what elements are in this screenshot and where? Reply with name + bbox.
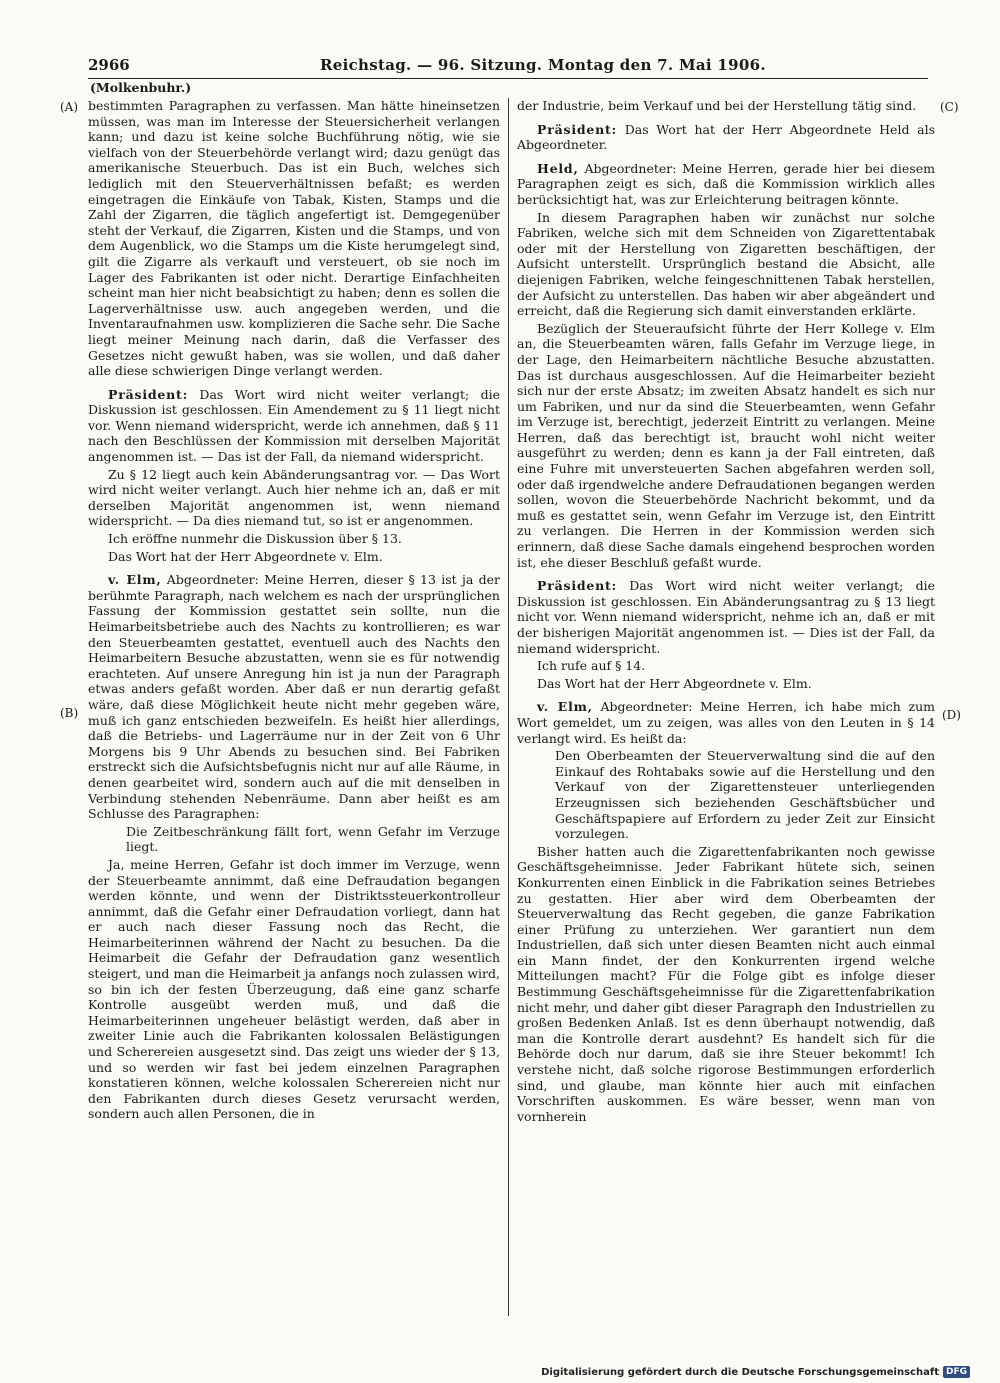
- paragraph: [88, 467, 500, 529]
- speech-paragraph: [517, 161, 935, 208]
- paragraph-text: Das Wort hat der Herr Abgeordnete v. Elm.: [108, 548, 383, 564]
- speech-paragraph: [517, 699, 935, 746]
- paragraph: [517, 676, 935, 692]
- paragraph: [88, 531, 500, 547]
- block-quote: [555, 748, 935, 842]
- speech-paragraph: [88, 572, 500, 822]
- page-number: 2966: [88, 56, 130, 74]
- paragraph-text: Das Wort wird nicht weiter verlangt; die Diskussion ist geschlossen. Ein Amendement zu § 11 liegt nicht vor. Wenn niemand widerspricht, werde ich annehmen, daß § 11 nach den Beschlüssen der Kommission mit derselben Majorität angenommen ist. — Das ist der Fall, da niemand widerspricht.: [88, 386, 500, 465]
- column-divider: [508, 98, 509, 1316]
- paragraph: [517, 210, 935, 319]
- speaker-name: Präsident:: [108, 386, 189, 402]
- speech-paragraph: [88, 387, 500, 465]
- paragraph-text: Zu § 12 liegt auch kein Abänderungsantrag vor. — Das Wort wird nicht weiter verlangt. Auch hier nehme ich an, daß er mit derselben Majorität angenommen ist, wenn niemand widerspricht. — Da dies niemand tut, so ist er angenommen.: [88, 466, 500, 529]
- dfg-logo: DFG: [943, 1366, 970, 1378]
- speech-paragraph: [517, 122, 935, 153]
- block-quote: [126, 824, 500, 855]
- paragraph-text: Abgeordneter: Meine Herren, gerade hier bei diesem Paragraphen zeigt es sich, daß die Kommission wirklich alles berücksichtigt hat, was zur Erleichterung beitragen könnte.: [517, 160, 935, 207]
- paragraph-text: Ja, meine Herren, Gefahr ist doch immer im Verzuge, wenn der Steuerbeamte annimmt, daß eine Defraudation begangen werden könnte, und wenn der Distriktssteuerkontrolleur annimmt, daß die Gefahr einer Defraudation vorliegt, dann hat er auch nach dieser Fassung noch das Recht, die Heimarbeiterinnen während der Nacht zu besuchen. Da die Heimarbeit die Gefahr der Defraudation ganz wesentlich steigert, und man die Heimarbeit ja anfangs noch zulassen wird, so bin ich der festen Überzeugung, daß eine ganz scharfe Kontrolle ausgeübt werden muß, und daß die Heimarbeiterinnen ungeheuer belästigt werden, daß aber in zweiter Linie auch die Fabrikanten kolossalen Belästigungen und Scherereien ausgesetzt sind. Das zeigt uns wieder der § 13, und so werden wir fast bei jedem einzelnen Paragraphen konstatieren können, welche kolossalen Scherereien nicht nur den Fabrikanten durch dieses Gesetz verursacht werden, sondern auch allen Personen, die in: [88, 856, 500, 1122]
- paragraph: [517, 98, 935, 114]
- paragraph-text: Das Wort wird nicht weiter verlangt; die Diskussion ist geschlossen. Ein Abänderungsantrag zu § 13 liegt nicht vor. Wenn niemand widerspricht, nehme ich an, daß er mit der bisherigen Majorität angenommen ist. — Dies ist der Fall, da niemand widerspricht.: [517, 578, 935, 656]
- paragraph-text: Bezüglich der Steueraufsicht führte der Herr Kollege v. Elm an, die Steuerbeamten wären, falls Gefahr im Verzuge liege, in der Lage, den Heimarbeitern nächtliche Besuche abzustatten. Das ist durchaus ausgeschlossen. Auf die Heimarbeiter bezieht sich nur der erste Absatz; im zweiten Absatz handelt es sich nur um Fabriken, und nur da sind die Steuerbeamten, wenn Gefahr im Verzuge ist, berechtigt, jederzeit Eintritt zu verlangen. Meine Herren, daß das berechtigt ist, braucht wohl nicht weiter ausgeführt zu werden; denn es kann ja der Fall eintreten, daß eine Fuhre mit unversteuerten Sachen abgefahren werden soll, oder daß irgendwelche andere Defraudationen begangen werden sollen, wovon die Steuerbehörde Nachricht bekommt, und da muß es gestattet sein, wenn Gefahr im Verzuge ist, den Eintritt zu verlangen. Die Herren in der Kommission werden sich erinnern, daß diese Sache damals eingehend besprochen worden ist, ehe dieser Beschluß gefaßt wurde.: [517, 320, 935, 570]
- left-column: [88, 98, 500, 1124]
- margin-mark-a: (A): [60, 100, 79, 114]
- speaker-name: v. Elm,: [537, 699, 593, 715]
- paragraph-text: Den Oberbeamten der Steuerverwaltung sind die auf den Einkauf des Rohtabaks sowie auf die Herstellung und den Verkauf von der Zigarettensteuer unterliegenden Erzeugnissen sich beziehenden Geschäftsbücher und Geschäftspapiere auf Erfordern zu jeder Zeit zur Einsicht vorzulegen.: [555, 748, 935, 842]
- paragraph: [88, 857, 500, 1122]
- margin-mark-b: (B): [60, 706, 79, 720]
- right-column: [517, 98, 935, 1126]
- paragraph-text: bestimmten Paragraphen zu verfassen. Man hätte hineinsetzen müssen, was man im Interesse der Steuersicherheit verlangen kann; und dazu ist keine solche Buchführung nötig, wie sie vielfach von der Steuerbehörde verlangt wird; dazu genügt das amerikanische Steuerbuch. Das ist ein Buch, welches sich lediglich mit den Steuerverhältnissen befaßt; es werden eingetragen die Einkäufe von Tabak, Kisten, Stamps und die Zahl der Zigarren, die täglich angefertigt ist. Demgegenüber steht der Verkauf, die Zigarren, Kisten und die Stamps, und von dem Augenblick, wo die Stamps um die Kiste herumgelegt sind, gilt die Zigarre als verkauft und versteuert, ob sie noch im Lager des Fabrikanten ist oder nicht. Derartige Einfachheiten scheint man hier nicht beabsichtigt zu haben; denn es sollen die Lagerverhältnisse usw. auch angegeben werden, und die Inventaraufnahmen usw. komplizieren die Sache sehr. Die Sache liegt meiner Meinung nach darin, daß die Verfasser des Gesetzes nicht gewußt haben, was sie wollen, und daß daher alle diese schwierigen Dinge verlangt werden.: [88, 98, 500, 379]
- paragraph-text: Das Wort hat der Herr Abgeordnete Held als Abgeordneter.: [517, 121, 935, 153]
- paragraph-text: In diesem Paragraphen haben wir zunächst nur solche Fabriken, welche sich mit dem Schneiden von Zigarettentabak oder mit der Herstellung von Zigaretten beschäftigen, der Aufsicht unterstellt. Ursprünglich bestand die Absicht, alle diejenigen Fabriken, welche feingeschnittenen Tabak herstellen, der Aufsicht zu unterstellen. Das haben wir aber abgeändert und erreicht, daß die Regierung sich damit einverstanden erklärte.: [517, 209, 935, 319]
- paragraph-text: Ich eröffne nunmehr die Diskussion über § 13.: [108, 531, 402, 547]
- paragraph: [88, 549, 500, 565]
- paragraph-text: Die Zeitbeschränkung fällt fort, wenn Gefahr im Verzuge liegt.: [126, 823, 500, 855]
- paragraph: [517, 321, 935, 571]
- margin-mark-d: (D): [942, 708, 961, 722]
- paragraph: [88, 98, 500, 379]
- paragraph-text: Das Wort hat der Herr Abgeordnete v. Elm.: [537, 675, 812, 691]
- paragraph: [517, 658, 935, 674]
- paragraph-text: Abgeordneter: Meine Herren, dieser § 13 ist ja der berühmte Paragraph, nach welchem es nach der ursprünglichen Fassung der Kommission gestattet sein sollte, nun die Heimarbeitsbetriebe auch des Nachts zu kontrollieren; es war den Steuerbeamten gestattet, eventuell auch des Nachts den Heimarbeitern Besuche abzustatten, wenn sie es für notwendig erachteten. Auf unsere Anregung hin ist ja nun der Paragraph etwas anders gefaßt worden. Aber daß er nun derartig gefaßt wäre, daß diese Möglichkeit heute nicht mehr gegeben wäre, muß ich ganz entschieden bezweifeln. Es heißt hier allerdings, daß die Betriebs- und Lagerräume nur in der Zeit von 6 Uhr Morgens bis 9 Uhr Abends zu besuchen sind. Bei Fabriken erstreckt sich die Aufsichtsbefugnis nicht nur auf alle Räume, in denen gearbeitet wird, sondern auch auf die mit denselben in Verbindung stehenden Nebenräume. Dann aber heißt es am Schlusse des Paragraphen:: [88, 572, 500, 822]
- speech-paragraph: [517, 578, 935, 656]
- paragraph-text: Ich rufe auf § 14.: [537, 658, 646, 674]
- margin-mark-c: (C): [940, 100, 959, 114]
- speaker-name: Präsident:: [537, 121, 618, 137]
- speaker-name: v. Elm,: [108, 572, 162, 588]
- continuing-speaker: (Molkenbuhr.): [90, 80, 192, 95]
- page-title: Reichstag. — 96. Sitzung. Montag den 7. Mai 1906.: [320, 56, 766, 74]
- paragraph-text: Bisher hatten auch die Zigarettenfabrikanten noch gewisse Geschäftsgeheimnisse. Jeder Fabrikant hütete sich, seinen Konkurrenten einen Einblick in die Fabrikation seines Betriebes zu gestatten. Hier aber wird dem Oberbeamten der Steuerverwaltung das Recht gegeben, die ganze Fabrikation einer Prüfung zu unterziehen. Wer garantiert nun dem Industriellen, daß sich unter diesen Beamten nicht auch einmal ein Mann findet, der den Konkurrenten irgend welche Mitteilungen macht? Für die Folge gibt es infolge dieser Bestimmung Geschäftsgeheimnisse für die Zigarettenfabrikation nicht mehr, und daher gibt dieser Paragraph den Industriellen zu großen Bedenken Anlaß. Ist es denn überhaupt notwendig, daß man die Kontrolle derart ausdehnt? Es handelt sich für die Behörde doch nur darum, daß sie ihre Steuer bekommt! Ich verstehe nicht, daß solche rigorose Bestimmungen erforderlich sind, und glaube, man könnte hier auch mit einfachen Vorschriften auskommen. Es wäre besser, wenn man von vornherein: [517, 843, 935, 1124]
- paragraph: [517, 844, 935, 1125]
- paragraph-text: Abgeordneter: Meine Herren, ich habe mich zum Wort gemeldet, um zu zeigen, was alles von den Leuten in § 14 verlangt wird. Es heißt da:: [517, 699, 935, 746]
- paragraph-text: der Industrie, beim Verkauf und bei der Herstellung tätig sind.: [517, 98, 917, 113]
- footer-text: Digitalisierung gefördert durch die Deutsche Forschungsgemeinschaft: [541, 1366, 939, 1378]
- footer: [541, 1366, 970, 1378]
- speaker-name: Präsident:: [537, 578, 618, 594]
- speaker-name: Held,: [537, 160, 579, 176]
- page-header: [88, 56, 928, 79]
